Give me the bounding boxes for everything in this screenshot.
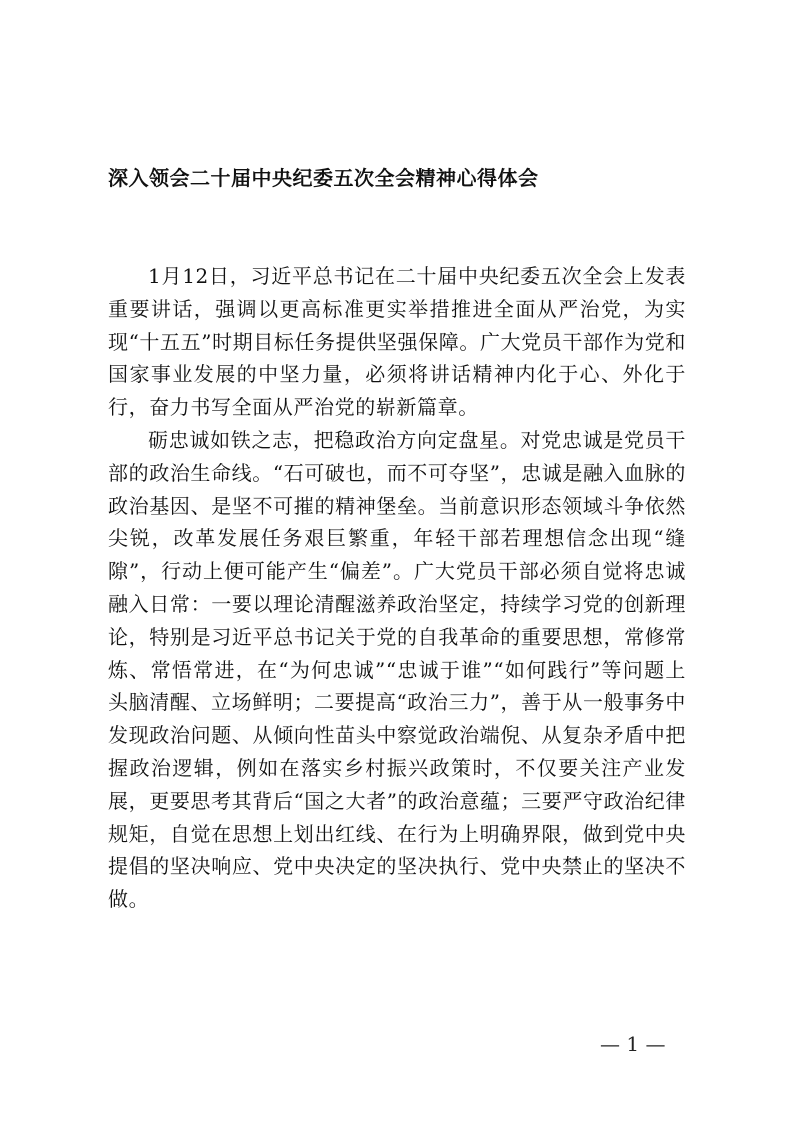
paragraph-intro: 1月12日，习近平总书记在二十届中央纪委五次全会上发表重要讲话，强调以更高标准更实举措推进全面从严治党，为实现“十五五”时期目标任务提供坚强保障。广大党员干部作为党和国家事业发展的中坚力量，必须将讲话精神内化于心、外化于行，奋力书写全面从严治党的崭新篇章。 [108, 264, 686, 420]
page-number: — 1 — [600, 1032, 666, 1056]
document-body [108, 260, 686, 916]
paragraph-loyalty: 砺忠诚如铁之志，把稳政治方向定盘星。对党忠诚是党员干部的政治生命线。“石可破也，而不可夺坚”，忠诚是融入血脉的政治基因、是坚不可摧的精神堡垒。当前意识形态领域斗争依然尖锐，改革发展任务艰巨繁重，年轻干部若理想信念出现“缝隙”，行动上便可能产生“偏差”。广大党员干部必须自觉将忠诚融入日常：一要以理论清醒滋养政治坚定，持续学习党的创新理论，特别是习近平总书记关于党的自我革命的重要思想，常修常炼、常悟常进，在“为何忠诚”“忠诚于谁”“如何践行”等问题上头脑清醒、立场鲜明；二要提高“政治三力”，善于从一般事务中发现政治问题、从倾向性苗头中察觉政治端倪、从复杂矛盾中把握政治逻辑，例如在落实乡村振兴政策时，不仅要关注产业发展，更要思考其背后“国之大者”的政治意蕴；三要严守政治纪律规矩，自觉在思想上划出红线、在行为上明确界限，做到党中央提倡的坚决响应、党中央决定的坚决执行、党中央禁止的坚决不做。 [108, 427, 686, 912]
document-title: 深入领会二十届中央纪委五次全会精神心得体会 [108, 166, 539, 190]
